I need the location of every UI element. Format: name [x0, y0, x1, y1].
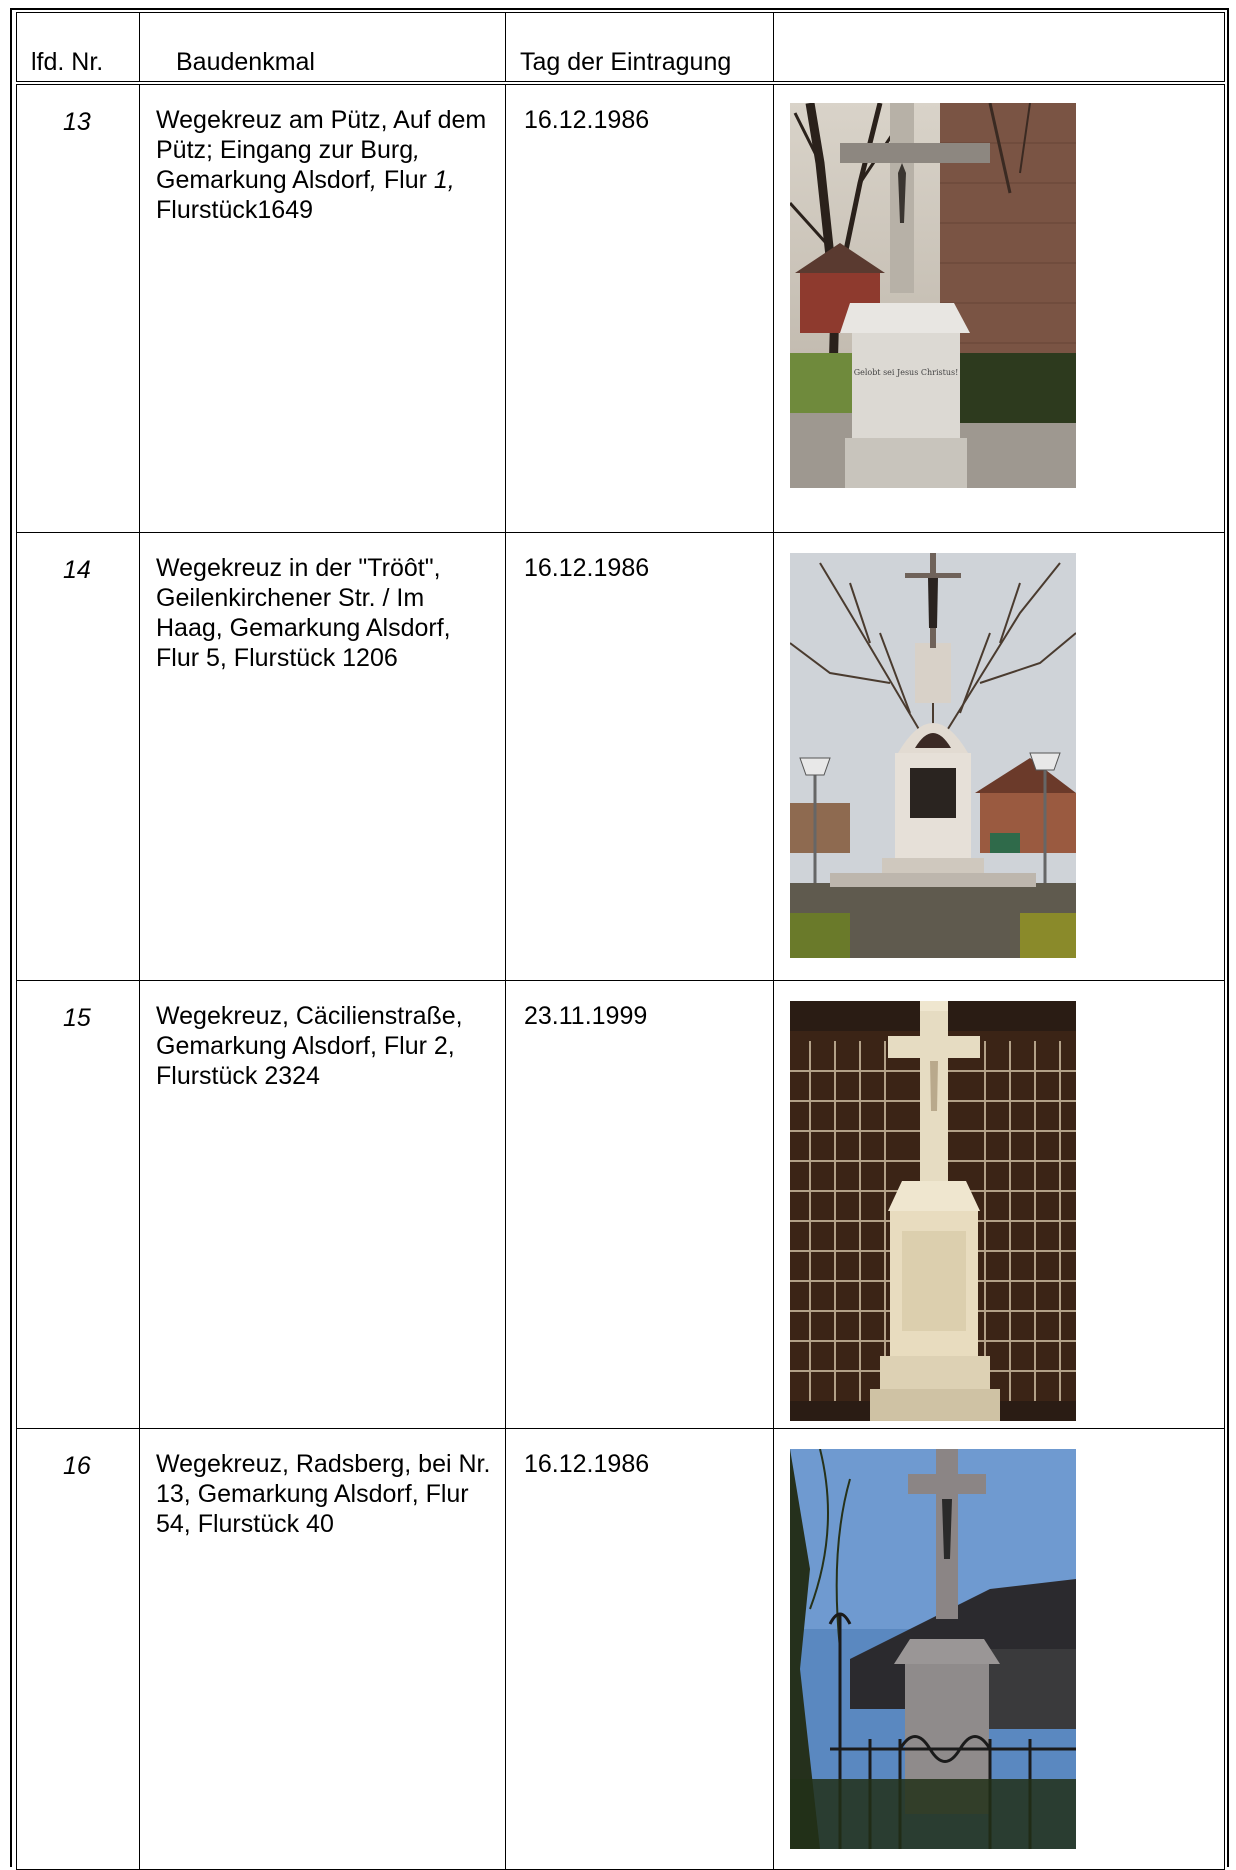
cell-nr: [17, 83, 140, 533]
table-row: [17, 533, 1225, 981]
desc-part: ,: [370, 166, 377, 194]
photo-wayside-cross-16: [790, 1449, 1076, 1849]
desc-part: Gemarkung Alsdorf: [156, 166, 370, 194]
row-date: 23.11.1999: [524, 1002, 648, 1030]
header-date: Tag der Eintragung: [520, 48, 732, 76]
inscription-text: Gelobt sei Jesus Christus!: [853, 368, 959, 377]
header-photo: [774, 13, 1224, 47]
table-row: [17, 981, 1225, 1429]
cell-photo: [774, 83, 1225, 533]
cell-photo: [774, 981, 1225, 1429]
cell-description: [140, 533, 506, 981]
row-description: Wegekreuz, Cäcilienstraße, Gemarkung Alsdorf, Flur 2, Flurstück 2324: [156, 1002, 463, 1090]
cell-description: [140, 1429, 506, 1870]
desc-part: 1,: [433, 166, 455, 194]
desc-part: Wegekreuz am Pütz, Auf dem Pütz; Eingang zur Burg: [156, 106, 487, 164]
row-number: 13: [63, 108, 91, 136]
row-description: Wegekreuz, Radsberg, bei Nr. 13, Gemarkung Alsdorf, Flur 54, Flurstück 40: [156, 1450, 491, 1538]
cell-nr: [17, 533, 140, 981]
table-header-row: [17, 13, 1225, 84]
desc-part: Flur: [376, 166, 434, 194]
row-date: 16.12.1986: [524, 1450, 650, 1478]
cell-photo: [774, 1429, 1225, 1870]
desc-part: ,: [413, 136, 421, 164]
row-date: 16.12.1986: [524, 554, 650, 582]
row-number: 16: [63, 1452, 91, 1480]
cell-date: [506, 83, 774, 533]
cell-date: [506, 1429, 774, 1870]
photo-wayside-cross-15: [790, 1001, 1076, 1421]
row-description: [140, 85, 505, 225]
monument-table: [16, 12, 1225, 1870]
header-monument: Baudenkmal: [176, 48, 315, 76]
photo-wayside-cross-13: [790, 103, 1076, 488]
table-row: [17, 1429, 1225, 1870]
row-number: 15: [63, 1004, 91, 1032]
row-description: Wegekreuz in der "Tröôt", Geilenkirchener Str. / Im Haag, Gemarkung Alsdorf, Flur 5, Flurstück 1206: [156, 554, 451, 672]
header-cell-date: [506, 13, 774, 84]
cell-date: [506, 981, 774, 1429]
cell-description: [140, 981, 506, 1429]
header-nr: lfd. Nr.: [31, 48, 104, 76]
header-cell-monument: [140, 13, 506, 84]
row-number: 14: [63, 556, 91, 584]
cell-nr: [17, 1429, 140, 1870]
frame-top-outer: [10, 8, 1229, 10]
table-row: [17, 83, 1225, 533]
cell-description: [140, 83, 506, 533]
frame-right-outer: [1227, 8, 1229, 1867]
frame-left-outer: [10, 8, 12, 1867]
header-cell-nr: [17, 13, 140, 84]
row-date: 16.12.1986: [524, 106, 650, 134]
cell-date: [506, 533, 774, 981]
photo-wayside-cross-14: [790, 553, 1076, 958]
cell-nr: [17, 981, 140, 1429]
cell-photo: [774, 533, 1225, 981]
header-cell-photo: [774, 13, 1225, 84]
desc-part: Flurstück1649: [156, 196, 314, 224]
